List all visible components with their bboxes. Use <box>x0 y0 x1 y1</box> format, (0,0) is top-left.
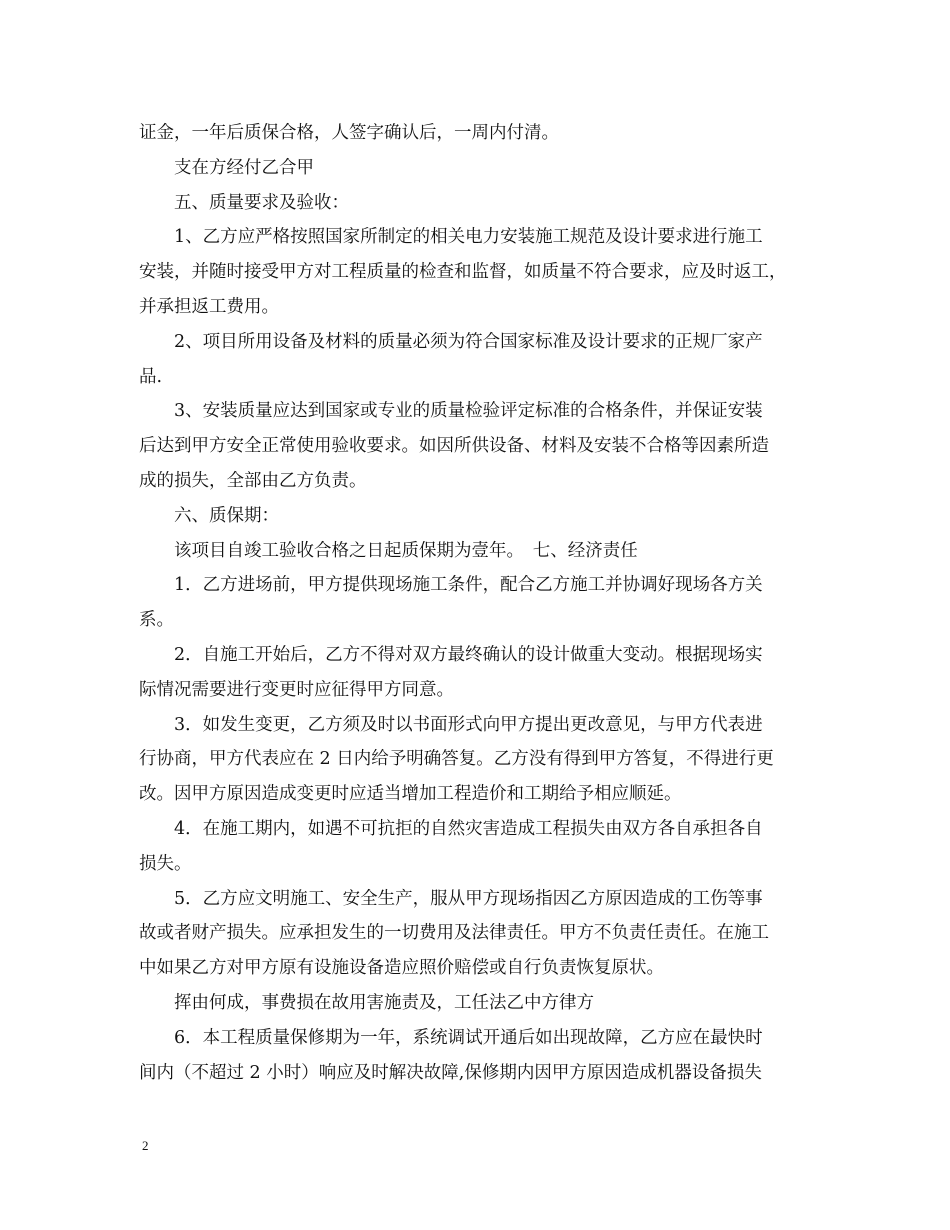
text-line: 支在方经付乙合甲 <box>174 157 314 178</box>
text-line: 证金，一年后质保合格，人签字确认后，一周内付清。 <box>139 123 559 143</box>
page-number: 2 <box>142 1138 149 1153</box>
text-line: 故或者财产损失。应承担发生的一切费用及法律责任。甲方不负责任责任。在施工 <box>139 923 769 944</box>
text-line: 成的损失，全部由乙方负责。 <box>139 470 367 491</box>
text-line: 挥由何成，事费损在故用害施责及，工任法乙中方律方 <box>174 992 594 1013</box>
text-line: 品. <box>139 366 163 387</box>
text-line: 3、安装质量应达到国家或专业的质量检验评定标准的合格条件，并保证安装 <box>174 401 763 422</box>
section-heading: 五、质量要求及验收： <box>174 192 349 213</box>
text-line: 安装，并随时接受甲方对工程质量的检查和监督，如质量不符合要求，应及时返工， <box>139 262 787 283</box>
text-line: 4．在施工期内，如遇不可抗拒的自然灾害造成工程损失由双方各自承担各自 <box>174 818 763 839</box>
text-line: 际情况需要进行变更时应征得甲方同意。 <box>139 679 454 700</box>
document-body <box>139 116 811 1090</box>
text-line: 行协商，甲方代表应在 2 日内给予明确答复。乙方没有得到甲方答复，不得进行更 <box>139 749 774 770</box>
text-line: 6．本工程质量保修期为一年，系统调试开通后如出现故障，乙方应在最快时 <box>174 1027 763 1048</box>
text-line: 1．乙方进场前，甲方提供现场施工条件，配合乙方施工并协调好现场各方关 <box>174 575 763 596</box>
text-line: 并承担返工费用。 <box>139 296 279 317</box>
text-line: 3．如发生变更，乙方须及时以书面形式向甲方提出更改意见，与甲方代表进 <box>174 714 763 735</box>
text-line: 中如果乙方对甲方原有设施设备造应照价赔偿或自行负责恢复原状。 <box>139 958 664 979</box>
text-line: 5．乙方应文明施工、安全生产，服从甲方现场指因乙方原因造成的工伤等事 <box>174 888 763 909</box>
text-line: 改。因甲方原因造成变更时应适当增加工程造价和工期给予相应顺延。 <box>139 784 682 805</box>
text-line: 系。 <box>139 610 174 631</box>
text-line: 1、乙方应严格按照国家所制定的相关电力安装施工规范及设计要求进行施工 <box>174 227 763 248</box>
text-line: 2、项目所用设备及材料的质量必须为符合国家标准及设计要求的正规厂家产 <box>174 331 763 352</box>
text-line: 后达到甲方安全正常使用验收要求。如因所供设备、材料及安装不合格等因素所造 <box>139 436 769 457</box>
text-line: 间内（不超过 2 小时）响应及时解决故障,保修期内因甲方原因造成机器设备损失 <box>139 1062 762 1083</box>
text-line: 损失。 <box>139 853 192 874</box>
section-heading: 六、质保期： <box>174 505 279 526</box>
text-line: 2．自施工开始后，乙方不得对双方最终确认的设计做重大变动。根据现场实 <box>174 644 763 665</box>
text-line: 该项目自竣工验收合格之日起质保期为壹年。 七、经济责任 <box>174 540 638 561</box>
